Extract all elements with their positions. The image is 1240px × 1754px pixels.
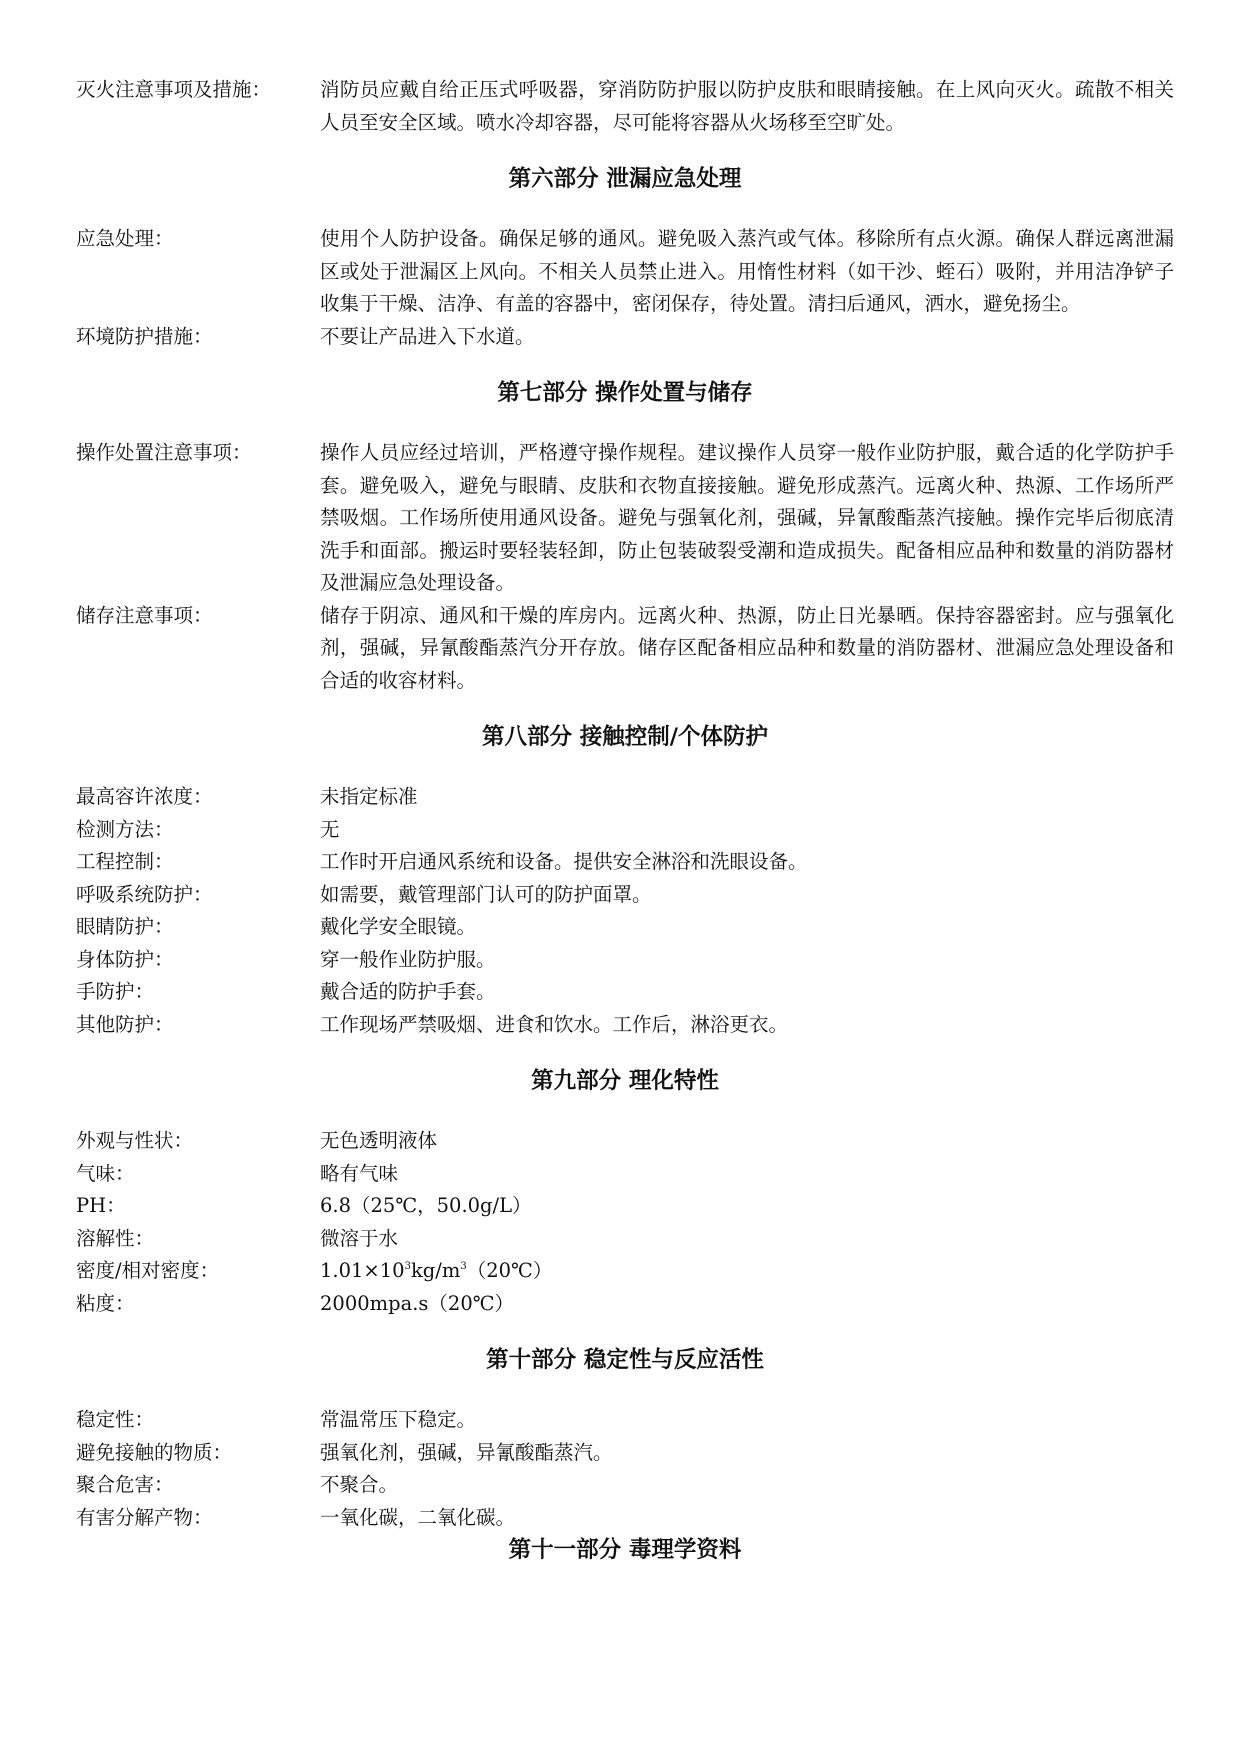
field-row	[76, 321, 1174, 354]
field-value: 消防员应戴自给正压式呼吸器，穿消防防护服以防护皮肤和眼睛接触。在上风向灭火。疏散不相关人员至安全区域。喷水冷却容器，尽可能将容器从火场移至空旷处。	[320, 78, 1174, 134]
field-row	[76, 1009, 1174, 1042]
field-row	[76, 1469, 1174, 1502]
field-row	[76, 911, 1174, 944]
field-row	[76, 1190, 1174, 1223]
field-row	[76, 781, 1174, 814]
field-row	[76, 976, 1174, 1009]
section-title-6: 第六部分 泄漏应急处理	[508, 166, 742, 192]
field-value: 2000mpa.s（20℃）	[320, 1291, 515, 1315]
density-unit-exponent: 3	[460, 1261, 467, 1272]
field-label: 身体防护：	[76, 947, 174, 971]
field-row	[76, 879, 1174, 912]
field-label: 外观与性状：	[76, 1129, 194, 1152]
field-label: 气味：	[76, 1161, 135, 1185]
field-label: 溶解性：	[76, 1226, 155, 1250]
field-label: 应急处理：	[76, 227, 174, 250]
field-value: 如需要，戴管理部门认可的防护面罩。	[320, 882, 652, 906]
section-title-11: 第十一部分 毒理学资料	[508, 1537, 742, 1563]
field-value: 6.8（25℃，50.0g/L）	[320, 1194, 532, 1217]
field-label: 粘度：	[76, 1291, 135, 1315]
field-value: 不要让产品进入下水道。	[320, 324, 535, 348]
field-value: 戴合适的防护手套。	[320, 980, 496, 1003]
section-title-8: 第八部分 接触控制/个体防护	[481, 724, 769, 750]
field-row	[76, 1158, 1174, 1191]
field-row	[76, 223, 1174, 321]
field-label: 其他防护：	[76, 1012, 174, 1036]
field-label: 手防护：	[76, 980, 155, 1003]
field-label: PH：	[76, 1194, 126, 1217]
field-label: 呼吸系统防护：	[76, 882, 213, 906]
field-label: 聚合危害：	[76, 1473, 174, 1496]
field-label: 密度/相对密度：	[76, 1259, 220, 1282]
field-value: 工作现场严禁吸烟、进食和饮水。工作后，淋浴更衣。	[320, 1012, 789, 1036]
field-label: 眼睛防护：	[76, 915, 174, 938]
field-label: 操作处置注意事项：	[76, 441, 252, 464]
field-value: 使用个人防护设备。确保足够的通风。避免吸入蒸汽或气体。移除所有点火源。确保人群远离泄漏区或处于泄漏区上风向。不相关人员禁止进入。用惰性材料（如干沙、蛭石）吸附，并用洁净铲子收集于干燥、洁净、有盖的容器中，密闭保存，待处置。清扫后通风，洒水，避免扬尘。	[320, 227, 1174, 315]
section-title-9: 第九部分 理化特性	[531, 1068, 719, 1094]
field-row	[76, 74, 1174, 139]
field-value: 戴化学安全眼镜。	[320, 915, 477, 938]
field-label: 最高容许浓度：	[76, 785, 213, 808]
field-row	[76, 1223, 1174, 1256]
field-row	[76, 1255, 1174, 1288]
field-label: 储存注意事项：	[76, 603, 213, 627]
field-row	[76, 1288, 1174, 1321]
field-row	[76, 1437, 1174, 1470]
density-unit: kg/m	[410, 1259, 461, 1282]
document-body	[76, 74, 1174, 1594]
section-title-10: 第十部分 稳定性与反应活性	[486, 1347, 764, 1373]
field-value: 储存于阴凉、通风和干燥的库房内。远离火种、热源，防止日光暴晒。保持容器密封。应与强氧化剂，强碱，异氰酸酯蒸汽分开存放。储存区配备相应品种和数量的消防器材、泄漏应急处理设备和合适的收容材料。	[320, 603, 1174, 692]
field-row	[76, 1404, 1174, 1437]
field-value: 微溶于水	[320, 1226, 399, 1250]
field-label: 稳定性：	[76, 1408, 155, 1431]
field-value: 略有气味	[320, 1161, 399, 1185]
field-value: 一氧化碳，二氧化碳。	[320, 1505, 516, 1529]
field-value: 无色透明液体	[320, 1129, 438, 1152]
field-value: 无	[320, 817, 340, 841]
section-title-7: 第七部分 操作处置与储存	[497, 380, 753, 406]
field-row	[76, 944, 1174, 977]
field-row	[76, 846, 1174, 879]
field-label: 有害分解产物：	[76, 1505, 213, 1529]
field-value: 工作时开启通风系统和设备。提供安全淋浴和洗眼设备。	[320, 850, 808, 873]
field-row	[76, 600, 1174, 698]
field-value: 强氧化剂，强碱，异氰酸酯蒸汽。	[320, 1440, 613, 1464]
density-mantissa: 1.01×10	[320, 1259, 405, 1282]
field-row	[76, 814, 1174, 847]
field-label: 灭火注意事项及措施：	[76, 78, 272, 101]
density-condition: （20℃）	[466, 1259, 553, 1282]
field-value: 未指定标准	[320, 785, 418, 808]
field-value: 常温常压下稳定。	[320, 1408, 477, 1431]
field-value: 穿一般作业防护服。	[320, 947, 496, 971]
field-row	[76, 1502, 1174, 1535]
field-value: 操作人员应经过培训，严格遵守操作规程。建议操作人员穿一般作业防护服，戴合适的化学防护手套。避免吸入，避免与眼睛、皮肤和衣物直接接触。避免形成蒸汽。远离火种、热源、工作场所严禁吸烟。工作场所使用通风设备。避免与强氧化剂，强碱，异氰酸酯蒸汽接触。操作完毕后彻底清洗手和面部。搬运时要轻装轻卸，防止包装破裂受潮和造成损失。配备相应品种和数量的消防器材及泄漏应急处理设备。	[320, 441, 1174, 594]
field-label: 工程控制：	[76, 850, 174, 873]
field-label: 环境防护措施：	[76, 324, 213, 348]
field-row	[76, 1125, 1174, 1158]
field-label: 检测方法：	[76, 817, 174, 841]
density-value	[320, 1255, 1174, 1288]
density-exponent: 3	[404, 1261, 411, 1272]
field-label: 避免接触的物质：	[76, 1440, 233, 1464]
field-row	[76, 437, 1174, 600]
field-value: 不聚合。	[320, 1473, 399, 1496]
